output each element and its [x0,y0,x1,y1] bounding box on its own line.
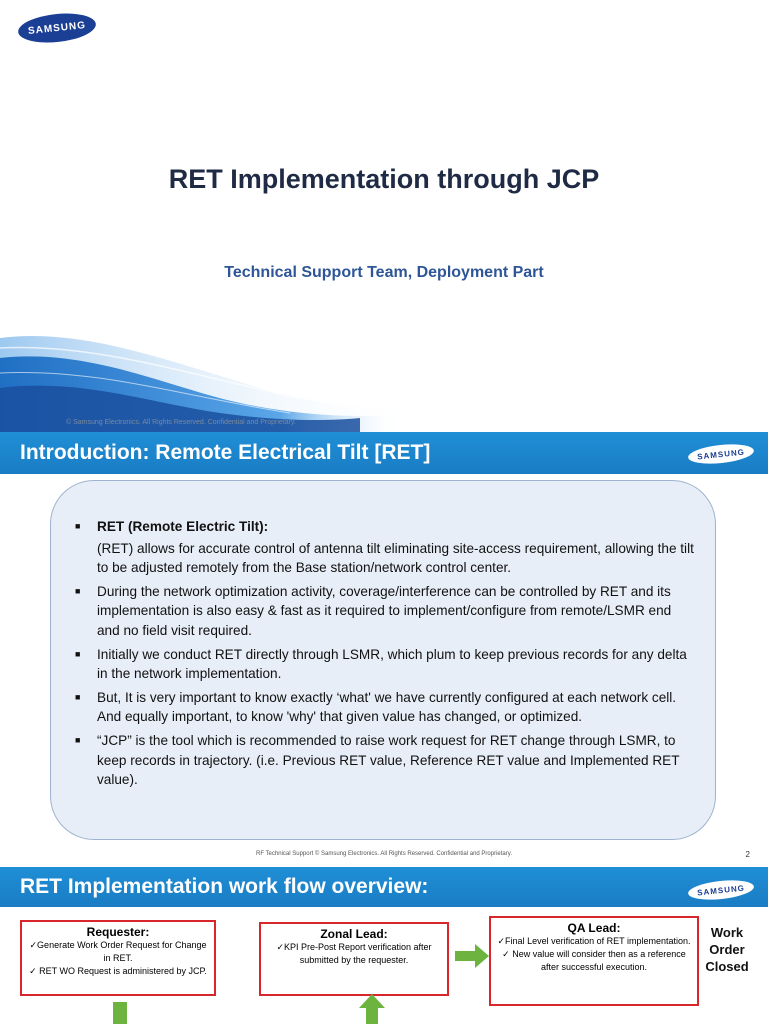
list-item: ■ During the network optimization activity, coverage/interference can be controlled by RET and its implementation is also easy & fast as it required to implement/configure from remote/LSMR end and no field visit required. [75,583,672,638]
box-title: Zonal Lead: [320,927,388,941]
bullet-icon: ■ [75,585,81,596]
qa-lead-box [489,916,699,1006]
box-line: ✓ RET WO Request is administered by JCP. [29,966,207,976]
slide-title: RET Implementation through JCP [168,164,600,194]
arrow-right-icon [455,944,489,968]
samsung-logo: SAMSUNG [687,442,755,467]
list-item: (RET) allows for accurate control of antenna tilt eliminating site-access requirement, allowing the tilt to be adjusted remotely from the Base station/network control center. [97,540,694,576]
samsung-logo: SAMSUNG [17,10,97,46]
box-line: ✓ New value will consider then as a reference after successful execution. [502,949,686,972]
zonal-lead-box [259,922,449,996]
slide-subtitle: Technical Support Team, Deployment Part [224,264,544,281]
title-slide [0,0,768,432]
samsung-logo: SAMSUNG [687,878,755,903]
arrow-down-icon [109,1002,131,1024]
slide-header [0,432,768,474]
box-title: Requester: [86,925,150,939]
intro-slide [0,432,768,864]
box-line: ✓Final Level verification of RET implementation. [497,936,691,946]
box-title: QA Lead: [567,921,621,935]
slide-header [0,867,768,907]
header-title: RET Implementation work flow overview: [20,875,429,898]
requester-box [20,920,216,996]
bullet-icon: ■ [75,691,81,702]
decorative-waves [0,318,420,432]
content-panel [50,480,716,840]
list-item: ■ RET (Remote Electric Tilt): [75,517,695,537]
page-number: 2 [745,850,750,859]
bullet-icon: ■ [75,734,81,745]
arrow-up-icon [359,994,385,1024]
header-title: Introduction: Remote Electrical Tilt [RET] [20,441,431,464]
bullet-icon: ■ [75,521,81,531]
list-item: ■ “JCP” is the tool which is recommended to raise work request for RET change through LSMR, to keep records in trajectory. (i.e. Previous RET value, Reference RET value and Implemented RET value). [75,732,680,788]
list-item: ■ Initially we conduct RET directly through LSMR, which plum to keep previous records for any delta in the network implementation. [75,646,687,682]
work-order-closed-label: Work Order Closed [705,925,749,974]
workflow-slide [0,864,768,1024]
copyright-text: © Samsung Electronics. All Rights Reserved. Confidential and Proprietary. [66,419,296,426]
bullet-icon: ■ [75,648,81,659]
bullet-list [75,517,695,794]
list-item: ■ But, It is very important to know exactly ‘what' we have currently configured at each network cell. And equally important, to know 'why' that given value has changed, or optimized. [75,689,677,725]
box-line: ✓Generate Work Order Request for Change in RET. [29,940,207,963]
box-line: ✓KPI Pre-Post Report verification after submitted by the requester. [276,942,432,965]
footer-text: RF Technical Support © Samsung Electronics. All Rights Reserved. Confidential and Proprietary. [256,851,512,857]
